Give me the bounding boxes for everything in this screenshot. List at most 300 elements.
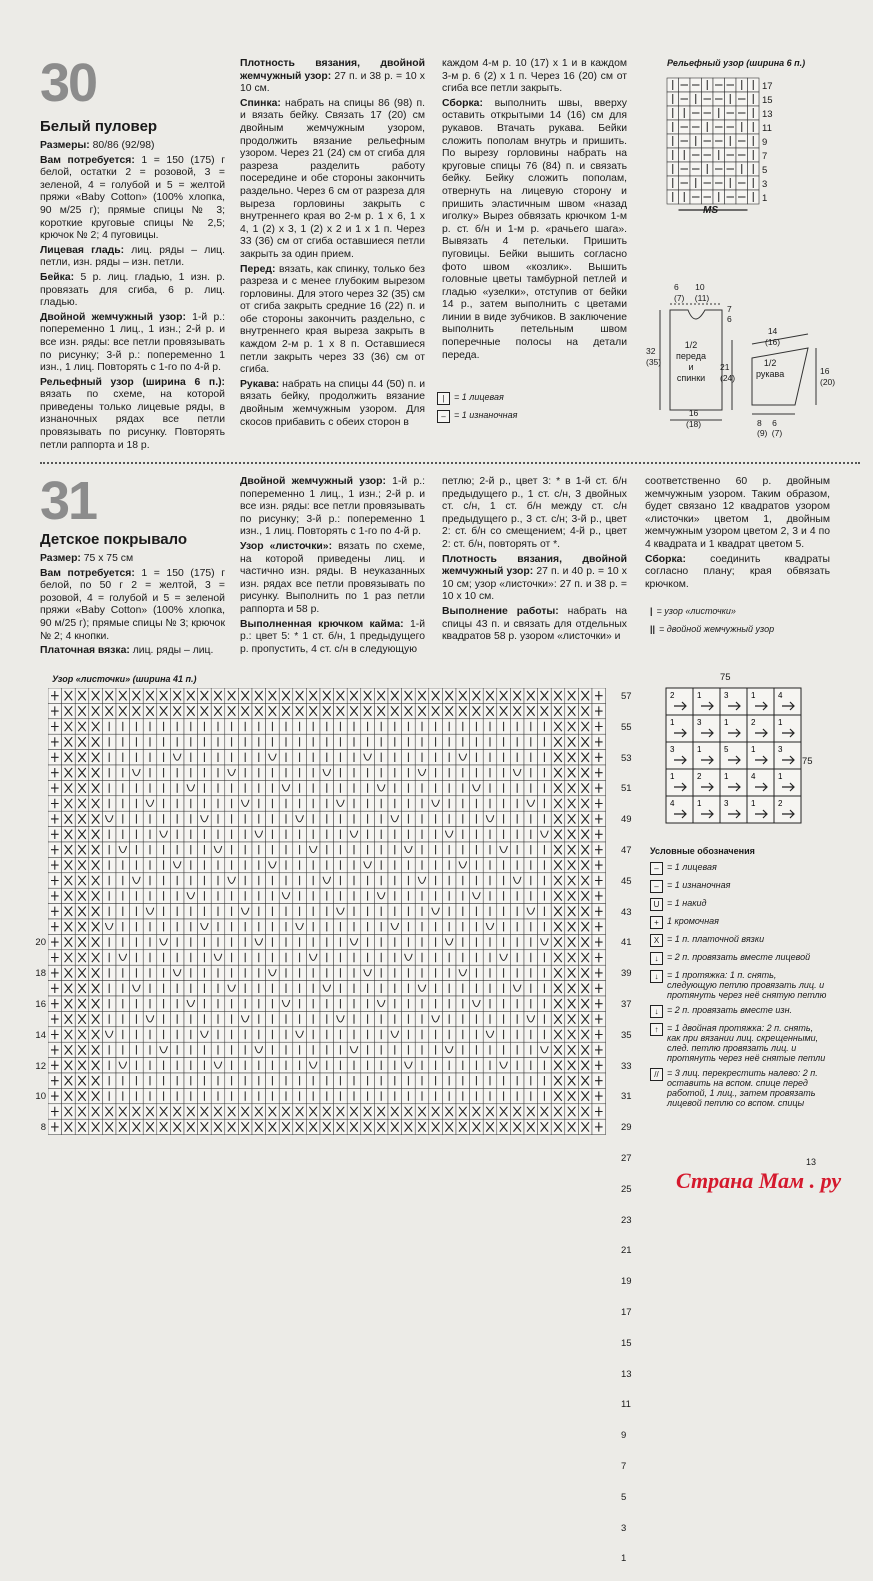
- chart-cell: [198, 750, 212, 765]
- chart-cell: [538, 996, 552, 1011]
- chart-cell: [456, 1119, 470, 1134]
- chart-cell: [211, 1011, 225, 1026]
- chart-cell: [334, 1088, 348, 1103]
- chart-cell: [497, 1073, 511, 1088]
- chart-cell: [456, 811, 470, 826]
- chart-cell: [279, 796, 293, 811]
- chart-cell: [497, 811, 511, 826]
- chart-row-number: 43: [621, 906, 632, 918]
- chart-cell: [143, 703, 157, 718]
- chart-cell: [483, 719, 497, 734]
- paragraph-heading: Плотность вязания, двойной жемчужный узор:: [240, 58, 425, 82]
- chart-cell: [578, 873, 592, 888]
- chart-cell: [211, 796, 225, 811]
- chart-cell: [442, 1119, 456, 1134]
- chart-row-number-left: 12: [35, 1060, 46, 1072]
- chart-cell: [266, 1027, 280, 1042]
- chart-row-number: 33: [621, 1060, 632, 1072]
- chart-cell: [184, 1027, 198, 1042]
- chart-cell: [102, 888, 116, 903]
- chart-row-number: 35: [621, 1029, 632, 1041]
- chart-cell: [293, 888, 307, 903]
- chart-row-number: 11: [621, 1399, 631, 1411]
- chart-cell: [62, 703, 76, 718]
- chart-cell: [130, 873, 144, 888]
- chart-cell: [551, 750, 565, 765]
- chart-cell: [48, 750, 62, 765]
- chart-cell: [442, 1073, 456, 1088]
- chart-cell: [198, 1011, 212, 1026]
- chart-cell: [551, 1058, 565, 1073]
- chart-cell: [578, 1027, 592, 1042]
- plan-square: [747, 769, 774, 796]
- chart-cell: [48, 734, 62, 749]
- relief-cell: [736, 148, 748, 162]
- svg-text:1: 1: [670, 718, 675, 727]
- chart-cell: [470, 842, 484, 857]
- relief-row-number: 3: [762, 179, 768, 190]
- chart-cell: [578, 827, 592, 842]
- chart-cell: [347, 934, 361, 949]
- chart-cell: [388, 811, 402, 826]
- chart-cell: [238, 1119, 252, 1134]
- chart-cell: [483, 1119, 497, 1134]
- chart-cell: [456, 1027, 470, 1042]
- chart-cell: [551, 765, 565, 780]
- chart-cell: [565, 750, 579, 765]
- chart-cell: [538, 1104, 552, 1119]
- schematic-sleeve-bottom: 8 6 (9) (7): [757, 418, 783, 438]
- chart-cell: [238, 796, 252, 811]
- chart-cell: [470, 981, 484, 996]
- relief-cell: [679, 190, 691, 204]
- chart-cell: [565, 780, 579, 795]
- chart-cell: [238, 1104, 252, 1119]
- plan-square: [666, 742, 693, 769]
- plan-square: [693, 769, 720, 796]
- chart-cell: [170, 842, 184, 857]
- chart-cell: [48, 1119, 62, 1134]
- chart-cell: [75, 965, 89, 980]
- chart-cell: [347, 811, 361, 826]
- chart-cell: [565, 765, 579, 780]
- chart-cell: [592, 780, 606, 795]
- chart-cell: [415, 1058, 429, 1073]
- chart-cell: [347, 1042, 361, 1057]
- paragraph-heading: Рукава:: [240, 378, 280, 390]
- chart-cell: [238, 1073, 252, 1088]
- chart-cell: [225, 888, 239, 903]
- chart-cell: [89, 765, 103, 780]
- chart-cell: [116, 919, 130, 934]
- chart-cell: [184, 1119, 198, 1134]
- chart-cell: [538, 842, 552, 857]
- chart-cell: [510, 734, 524, 749]
- chart-cell: [225, 811, 239, 826]
- chart-cell: [143, 827, 157, 842]
- chart-cell: [279, 1058, 293, 1073]
- chart-cell: [347, 796, 361, 811]
- chart-cell: [470, 950, 484, 965]
- svg-text:3: 3: [697, 718, 702, 727]
- relief-cell: [748, 92, 760, 106]
- chart-cell: [551, 827, 565, 842]
- chart-cell: [483, 1027, 497, 1042]
- plan-square: [747, 715, 774, 742]
- chart-cell: [238, 842, 252, 857]
- chart-cell: [388, 1011, 402, 1026]
- paragraph-heading: Выполнение работы:: [442, 605, 559, 617]
- relief-cell: [736, 78, 748, 92]
- chart-cell: [170, 934, 184, 949]
- chart-cell: [62, 1104, 76, 1119]
- chart-cell: [374, 1011, 388, 1026]
- chart-cell: [238, 965, 252, 980]
- chart-cell: [483, 827, 497, 842]
- chart-cell: [211, 750, 225, 765]
- chart-cell: [116, 1088, 130, 1103]
- chart-cell: [415, 996, 429, 1011]
- chart-cell: [143, 965, 157, 980]
- chart-cell: [524, 1042, 538, 1057]
- chart-cell: [429, 1104, 443, 1119]
- svg-text:4: 4: [778, 691, 783, 700]
- chart-cell: [470, 703, 484, 718]
- chart-cell: [225, 780, 239, 795]
- chart-cell: [442, 1042, 456, 1057]
- chart-cell: [429, 780, 443, 795]
- chart-cell: [538, 873, 552, 888]
- chart-cell: [320, 950, 334, 965]
- chart-cell: [252, 688, 266, 703]
- relief-row-number: 11: [762, 123, 772, 134]
- chart-cell: [143, 811, 157, 826]
- chart-cell: [89, 1073, 103, 1088]
- double-bar-icon: ||: [650, 624, 656, 634]
- chart-cell: [592, 1027, 606, 1042]
- chart-cell: [361, 919, 375, 934]
- chart-cell: [578, 734, 592, 749]
- chart-cell: [524, 1088, 538, 1103]
- chart-cell: [361, 1088, 375, 1103]
- chart-cell: [402, 703, 416, 718]
- chart-cell: [524, 827, 538, 842]
- chart-cell: [402, 873, 416, 888]
- chart-cell: [524, 750, 538, 765]
- chart-cell: [89, 750, 103, 765]
- chart-cell: [238, 1042, 252, 1057]
- chart-cell: [252, 981, 266, 996]
- chart-cell: [374, 765, 388, 780]
- chart-cell: [130, 765, 144, 780]
- plan-square: [747, 688, 774, 715]
- chart-cell: [48, 1042, 62, 1057]
- chart-cell: [184, 1104, 198, 1119]
- chart-cell: [198, 703, 212, 718]
- chart-cell: [252, 750, 266, 765]
- chart-cell: [170, 688, 184, 703]
- chart-cell: [116, 965, 130, 980]
- paragraph-heading: Вам потребуется:: [40, 567, 135, 579]
- chart-cell: [102, 796, 116, 811]
- p31-column-1: [40, 553, 225, 660]
- chart-cell: [266, 888, 280, 903]
- chart-cell: [157, 1027, 171, 1042]
- chart-cell: [388, 1027, 402, 1042]
- chart-cell: [565, 950, 579, 965]
- chart-cell: [266, 1119, 280, 1134]
- chart-cell: [225, 1058, 239, 1073]
- chart-cell: [252, 904, 266, 919]
- schematic-measure-top2: (7) (11): [674, 293, 710, 303]
- paragraph-text: 80/86 (92/98): [89, 140, 155, 151]
- chart-cell: [538, 857, 552, 872]
- chart-cell: [184, 750, 198, 765]
- chart-cell: [89, 780, 103, 795]
- chart-cell: [238, 734, 252, 749]
- chart-cell: [402, 796, 416, 811]
- chart-cell: [198, 904, 212, 919]
- chart-cell: [483, 919, 497, 934]
- relief-cell: [690, 176, 702, 190]
- chart-cell: [470, 904, 484, 919]
- chart-cell: [429, 857, 443, 872]
- chart-cell: [538, 919, 552, 934]
- chart-cell: [442, 780, 456, 795]
- chart-cell: [388, 750, 402, 765]
- chart-cell: [89, 1042, 103, 1057]
- plan-square: [720, 688, 747, 715]
- relief-cell: [679, 162, 691, 176]
- chart-cell: [211, 688, 225, 703]
- chart-cell: [442, 765, 456, 780]
- svg-text:1: 1: [670, 772, 675, 781]
- chart-cell: [184, 934, 198, 949]
- legend-knit: | = 1 лицевая: [437, 392, 517, 405]
- chart-cell: [374, 965, 388, 980]
- chart-cell: [415, 1104, 429, 1119]
- chart-cell: [402, 919, 416, 934]
- chart-cell: [225, 765, 239, 780]
- chart-cell: [497, 842, 511, 857]
- chart-cell: [130, 919, 144, 934]
- chart-cell: [402, 1011, 416, 1026]
- chart-cell: [130, 688, 144, 703]
- chart-cell: [293, 780, 307, 795]
- legend-label: = 1 протяжка: 1 п. снять, следующую петлю провязать лиц. и протянуть через неё снятую петлю: [667, 970, 827, 1000]
- chart-cell: [143, 1104, 157, 1119]
- chart-cell: [89, 934, 103, 949]
- paragraph: [240, 379, 425, 429]
- chart-cell: [198, 827, 212, 842]
- chart-cell: [442, 934, 456, 949]
- svg-text:1: 1: [751, 799, 756, 808]
- chart-cell: [225, 904, 239, 919]
- p30-column-2: [240, 58, 425, 431]
- chart-cell: [429, 934, 443, 949]
- chart-cell: [361, 703, 375, 718]
- chart-cell: [198, 811, 212, 826]
- chart-cell: [184, 734, 198, 749]
- chart-cell: [347, 1088, 361, 1103]
- relief-cell: [690, 92, 702, 106]
- chart-cell: [497, 703, 511, 718]
- chart-cell: [306, 919, 320, 934]
- chart-cell: [565, 934, 579, 949]
- chart-cell: [347, 1011, 361, 1026]
- legend-label: = 2 п. провязать вместе изн.: [667, 1005, 793, 1015]
- legend-label: = 3 лиц. перекрестить налево: 2 п. оставить на вспом. спице перед работой, 1 лиц., затем провязать лицевой петлю со вспом. спицы: [667, 1068, 818, 1108]
- chart-row-number: 39: [621, 968, 632, 980]
- chart-cell: [578, 780, 592, 795]
- chart-row-number-left: 16: [35, 998, 46, 1010]
- p31-column-3: [442, 476, 627, 646]
- chart-cell: [143, 981, 157, 996]
- chart-cell: [130, 734, 144, 749]
- chart-cell: [143, 996, 157, 1011]
- chart-cell: [524, 719, 538, 734]
- chart-cell: [89, 904, 103, 919]
- chart-row-number: 25: [621, 1183, 632, 1195]
- chart-cell: [130, 1011, 144, 1026]
- chart-cell: [510, 750, 524, 765]
- chart-cell: [293, 1073, 307, 1088]
- stitch-symbol-icon: –: [650, 880, 663, 893]
- chart-cell: [211, 1058, 225, 1073]
- chart-cell: [524, 1058, 538, 1073]
- relief-cell: [690, 134, 702, 148]
- chart-cell: [252, 719, 266, 734]
- paragraph-heading: Перед:: [240, 263, 276, 275]
- chart-cell: [402, 1042, 416, 1057]
- chart-cell: [157, 1042, 171, 1057]
- chart-cell: [184, 827, 198, 842]
- paragraph-heading: Двойной жемчужный узор:: [40, 311, 186, 323]
- chart-cell: [361, 996, 375, 1011]
- chart-cell: [388, 1088, 402, 1103]
- chart-cell: [470, 765, 484, 780]
- chart-cell: [238, 750, 252, 765]
- chart-cell: [252, 996, 266, 1011]
- page-number: 13: [806, 1157, 817, 1167]
- legend-item: [650, 1068, 828, 1108]
- chart-cell: [75, 934, 89, 949]
- chart-cell: [388, 719, 402, 734]
- chart-cell: [89, 719, 103, 734]
- chart-cell: [306, 688, 320, 703]
- chart-cell: [252, 842, 266, 857]
- chart-cell: [62, 873, 76, 888]
- chart-cell: [198, 796, 212, 811]
- chart-cell: [578, 811, 592, 826]
- chart-cell: [510, 1011, 524, 1026]
- chart-cell: [497, 796, 511, 811]
- chart-cell: [143, 1119, 157, 1134]
- chart-cell: [266, 1073, 280, 1088]
- chart-cell: [538, 780, 552, 795]
- paragraph: [240, 98, 425, 262]
- schematic-measure-left: 32 (35): [646, 346, 662, 367]
- chart-cell: [252, 1058, 266, 1073]
- chart-cell: [415, 1027, 429, 1042]
- chart-cell: [483, 1042, 497, 1057]
- chart-cell: [238, 904, 252, 919]
- chart-cell: [211, 719, 225, 734]
- chart-cell: [184, 981, 198, 996]
- relief-row-number: 13: [762, 109, 773, 120]
- paragraph: [645, 554, 830, 592]
- chart-cell: [497, 1088, 511, 1103]
- chart-cell: [361, 904, 375, 919]
- chart-cell: [225, 1073, 239, 1088]
- chart-cell: [102, 1119, 116, 1134]
- chart-cell: [116, 1073, 130, 1088]
- relief-cell: [679, 106, 691, 120]
- relief-cell: [736, 92, 748, 106]
- chart-cell: [306, 750, 320, 765]
- chart-row-number-left: 18: [35, 968, 46, 980]
- chart-cell: [211, 780, 225, 795]
- chart-cell: [306, 857, 320, 872]
- chart-cell: [592, 996, 606, 1011]
- chart-cell: [130, 904, 144, 919]
- chart-cell: [238, 688, 252, 703]
- chart-cell: [402, 719, 416, 734]
- chart-cell: [279, 765, 293, 780]
- chart-row-number: 5: [621, 1491, 627, 1503]
- chart-cell: [62, 1042, 76, 1057]
- chart-cell: [578, 750, 592, 765]
- chart-cell: [306, 950, 320, 965]
- chart-cell: [510, 1058, 524, 1073]
- relief-cell: [713, 106, 725, 120]
- chart-cell: [62, 842, 76, 857]
- chart-cell: [157, 1058, 171, 1073]
- chart-cell: [415, 950, 429, 965]
- chart-cell: [347, 888, 361, 903]
- chart-cell: [211, 842, 225, 857]
- chart-cell: [320, 857, 334, 872]
- paragraph: [442, 606, 627, 644]
- chart-cell: [225, 734, 239, 749]
- paragraph-text: вязать, как спинку, только без разреза и с менее глубоким вырезом горловины. Для этого через 32 (35) см от сгиба закрыть средние 16 (22) п. и обе стороны закончить раздельно, с внутреннего края выреза закрыть в каждом 2-м р. 1 х 8 п. Оставшиеся петли закрыть через 33 (36) см от сгиба.: [240, 263, 425, 376]
- paragraph: [442, 58, 627, 96]
- chart-cell: [143, 1011, 157, 1026]
- chart-cell: [388, 1104, 402, 1119]
- assembly-plan: [664, 686, 804, 828]
- chart-cell: [578, 1104, 592, 1119]
- chart-cell: [538, 765, 552, 780]
- chart-cell: [170, 719, 184, 734]
- chart-cell: [143, 688, 157, 703]
- chart-row-number: 23: [621, 1214, 632, 1226]
- paragraph: [240, 476, 425, 539]
- chart-cell: [130, 796, 144, 811]
- chart-cell: [415, 1011, 429, 1026]
- chart-cell: [510, 981, 524, 996]
- chart-cell: [551, 888, 565, 903]
- p31-column-2: [240, 476, 425, 658]
- chart-cell: [157, 950, 171, 965]
- chart-cell: [578, 1011, 592, 1026]
- chart-cell: [551, 780, 565, 795]
- chart-cell: [483, 796, 497, 811]
- chart-cell: [102, 1011, 116, 1026]
- chart-cell: [565, 1027, 579, 1042]
- chart-cell: [170, 811, 184, 826]
- chart-cell: [62, 1058, 76, 1073]
- p31-legend: [650, 846, 828, 1113]
